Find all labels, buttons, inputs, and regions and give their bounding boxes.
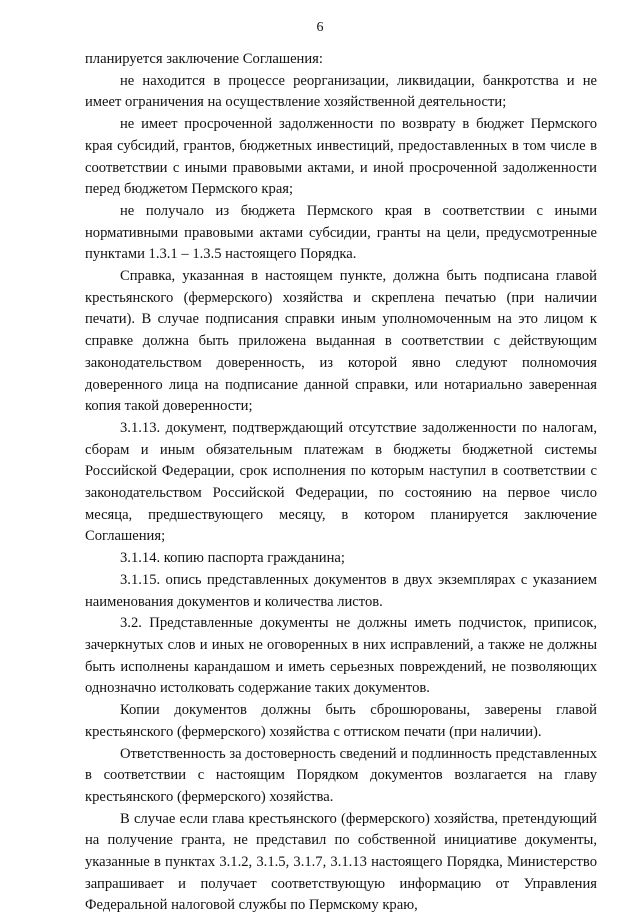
page-number: 6 [316,20,324,35]
paragraph-no-reorganization: не находится в процессе реорганизации, ликвидации, банкротства и не имеет ограничения на осуществление хозяйственной деятельности; [85,72,597,111]
paragraph-copies-bound: Копии документов должны быть сброшюрованы, заверены главой крестьянского (фермерского) хозяйства с оттиском печати (при наличии). [85,702,597,740]
paragraph-item-3-1-15: 3.1.15. опись представленных документов в двух экземплярах с указанием наименования документов и количества листов. [85,571,597,610]
document-body [85,49,597,917]
paragraph-item-3-1-13: 3.1.13. документ, подтверждающий отсутствие задолженности по налогам, сборам и иным обязательным платежам в бюджеты бюджетной системы Российской Федерации, срок исполнения по которым наступил в соответствии с законодательством Российской Федерации, по состоянию на первое число месяца, предшествующего месяцу, в котором планируется заключение Соглашения; [85,419,597,545]
paragraph-ministry-request: В случае если глава крестьянского (фермерского) хозяйства, претендующий на получение гранта, не представил по собственной инициативе документы, указанные в пунктах 3.1.2, 3.1.5, 3.1.7, 3.1.13 настоящего Порядка, Министерство запрашивает и получает соответствующую информацию от Управления Федеральной налоговой службы по Пермскому краю, [85,810,597,914]
paragraph-no-subsidies: не получало из бюджета Пермского края в соответствии с иными нормативными правовыми актами субсидии, гранты на цели, предусмотренные пунктами 1.3.1 – 1.3.5 настоящего Порядка. [85,202,597,263]
paragraph-continuation: планируется заключение Соглашения: [85,51,323,67]
paragraph-no-debt: не имеет просроченной задолженности по возврату в бюджет Пермского края субсидий, грантов, бюджетных инвестиций, предоставленных в том числе в соответствии с иными правовыми актами, и иной просроченной задолженности перед бюджетом Пермского края; [85,116,597,198]
paragraph-responsibility: Ответственность за достоверность сведений и подлинность представленных в соответствии с настоящим Порядком документов возлагается на главу крестьянского (фермерского) хозяйства. [85,745,597,805]
paragraph-item-3-1-14: 3.1.14. копию паспорта гражданина; [120,550,345,567]
paragraph-certificate-signature: Справка, указанная в настоящем пункте, должна быть подписана главой крестьянского (фермерского) хозяйства и скреплена печатью (при наличии печати). В случае подписания справки иным уполномоченным на это лицом к справке должна быть приложена выданная в соответствии с действующим законодательством доверенность, из которой явно следуют полномочия доверенного лица на подписание данной справки, или нотариально заверенная копия такой доверенности; [85,268,597,415]
paragraph-item-3-2: 3.2. Представленные документы не должны иметь подчисток, приписок, зачеркнутых слов и иных не оговоренных в них исправлений, а также не должны быть исполнены карандашом и иметь серьезных повреждений, не позволяющих однозначно истолковать содержание таких документов. [85,615,597,697]
